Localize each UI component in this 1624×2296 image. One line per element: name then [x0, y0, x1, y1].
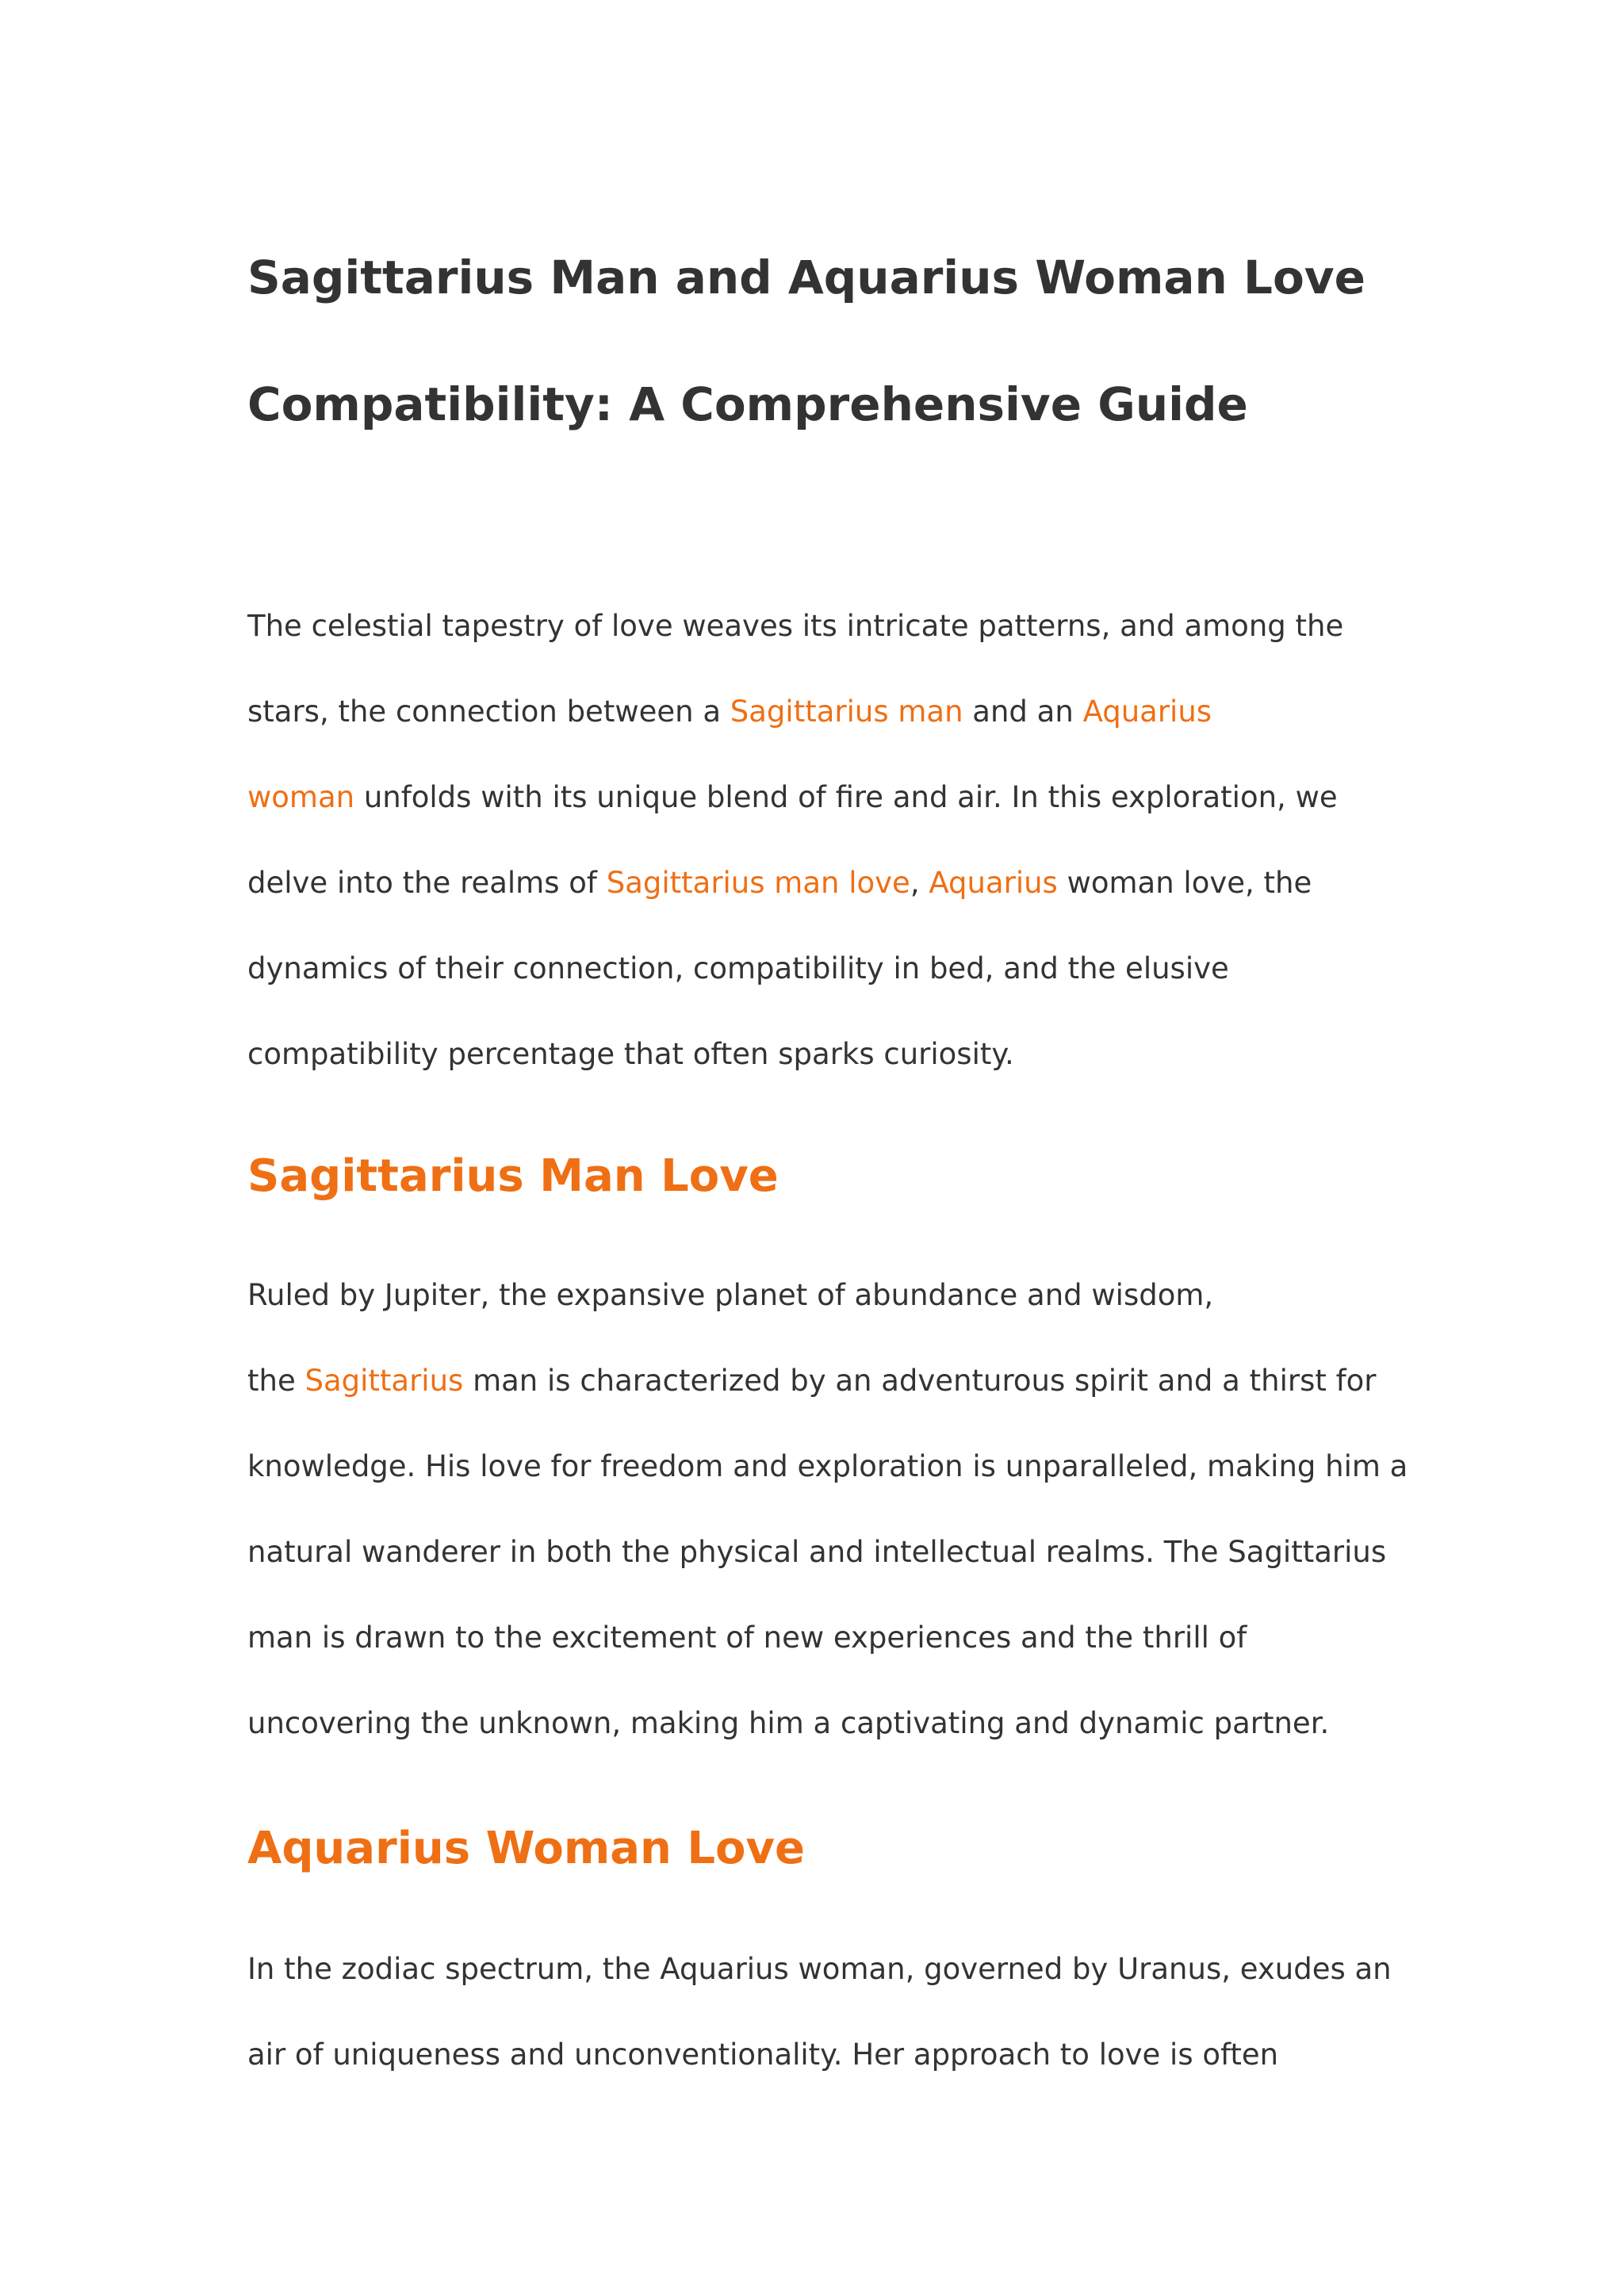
intro-line: compatibility percentage that often sparks curiosity.	[247, 1037, 1014, 1071]
intro-line: dynamics of their connection, compatibility in bed, and the elusive	[247, 951, 1229, 985]
aquarius-paragraph	[247, 1927, 1392, 2098]
sagittarius-line: knowledge. His love for freedom and exploration is unparalleled, making him a	[247, 1449, 1408, 1483]
intro-paragraph	[247, 584, 1389, 1097]
sagittarius-line: Ruled by Jupiter, the expansive planet of abundance and wisdom,	[247, 1278, 1214, 1312]
section-heading-sagittarius-man-love: Sagittarius Man Love	[247, 1150, 779, 1202]
section-heading-aquarius-woman-love: Aquarius Woman Love	[247, 1823, 805, 1874]
page-title-line-1: Sagittarius Man and Aquarius Woman Love	[247, 251, 1365, 304]
intro-line	[247, 755, 1389, 840]
aquarius-line: air of uniqueness and unconventionality. Her approach to love is often	[247, 2038, 1279, 2072]
sagittarius-line	[247, 1338, 1389, 1424]
sagittarius-man-love-link[interactable]: Sagittarius man love	[606, 866, 910, 900]
intro-text: delve into the realms of	[247, 866, 607, 900]
intro-text: and an	[963, 695, 1083, 729]
sagittarius-line: man is drawn to the excitement of new experiences and the thrill of	[247, 1621, 1247, 1655]
page-title	[247, 214, 1389, 468]
intro-text: woman love, the	[1057, 866, 1312, 900]
intro-text: unfolds with its unique blend of fire and air. In this exploration, we	[354, 780, 1338, 814]
intro-text: ,	[910, 866, 929, 900]
aquarius-link[interactable]: Aquarius	[1082, 695, 1212, 729]
intro-text: stars, the connection between a	[247, 695, 730, 729]
intro-line	[247, 669, 1389, 755]
sagittarius-line: natural wanderer in both the physical and intellectual realms. The Sagittarius	[247, 1535, 1387, 1569]
sagittarius-link[interactable]: Sagittarius	[304, 1364, 464, 1398]
sagittarius-man-link[interactable]: Sagittarius man	[730, 695, 963, 729]
intro-line: The celestial tapestry of love weaves its intricate patterns, and among the	[247, 609, 1344, 643]
aquarius-link-2[interactable]: Aquarius	[929, 866, 1058, 900]
sagittarius-text: the	[247, 1364, 305, 1398]
sagittarius-text: man is characterized by an adventurous spirit and a thirst for	[463, 1364, 1377, 1398]
woman-link[interactable]: woman	[247, 780, 355, 814]
aquarius-line: In the zodiac spectrum, the Aquarius woman, governed by Uranus, exudes an	[247, 1952, 1392, 1986]
intro-line	[247, 840, 1389, 926]
sagittarius-line: uncovering the unknown, making him a captivating and dynamic partner.	[247, 1706, 1330, 1740]
sagittarius-paragraph	[247, 1253, 1408, 1766]
page-title-line-2: Compatibility: A Comprehensive Guide	[247, 377, 1248, 431]
